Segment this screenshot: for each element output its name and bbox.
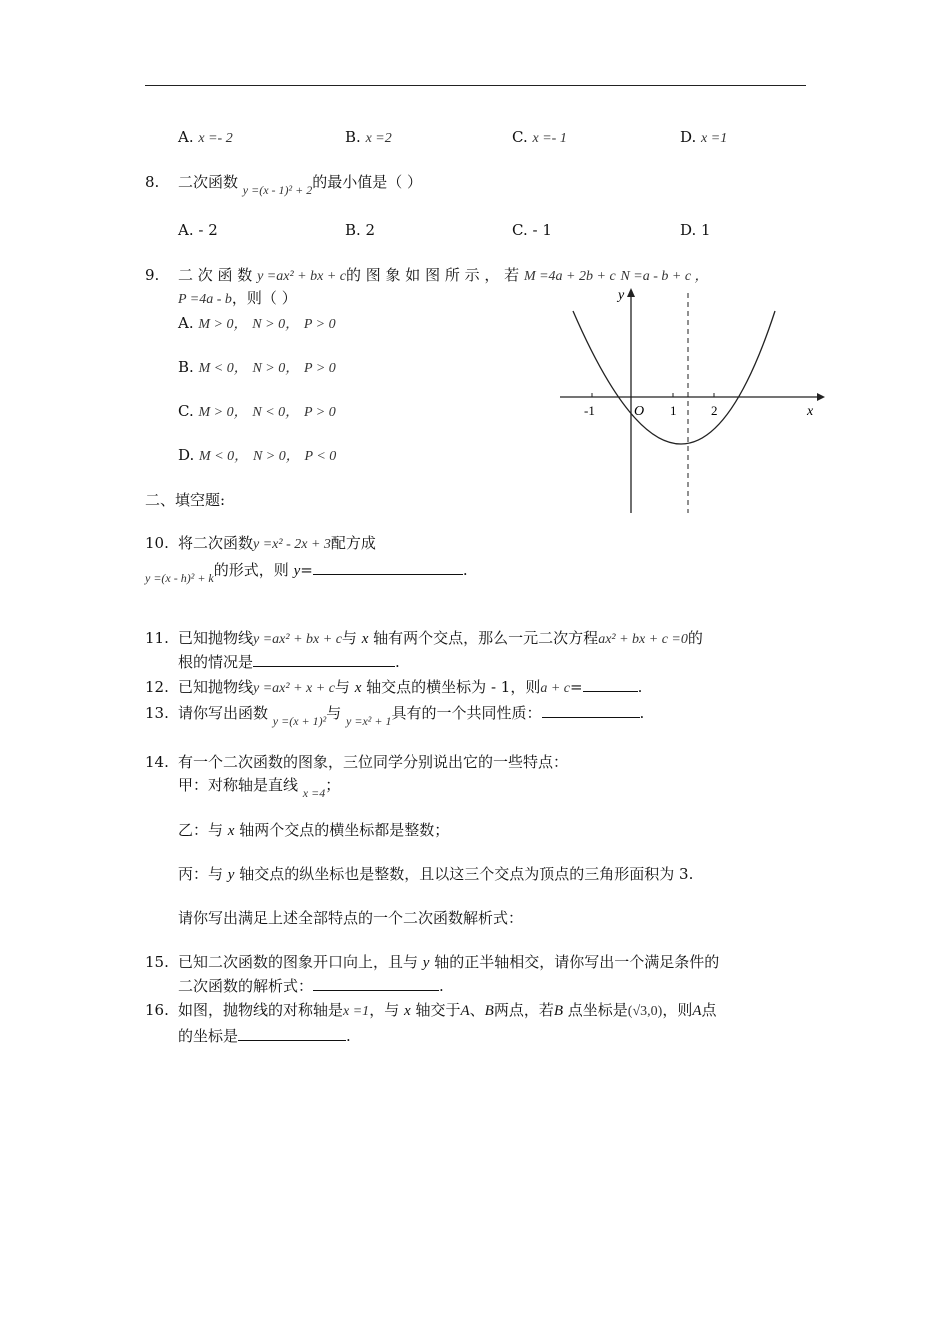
q7-option-b: B. x =2 [345, 128, 392, 146]
q8-option-d: D. 1 [680, 221, 711, 239]
section-title-fill-in: 二、填空题: [145, 491, 226, 509]
q15-answer-blank[interactable] [313, 976, 439, 991]
y-axis-label: y [618, 288, 625, 303]
q9-stem-line1: 9. 二 次 函 数 y =ax² + bx + c的 图 象 如 图 所 示 ， 若 M =4a + 2b + c N =a - b + c ， [145, 266, 709, 284]
q16-stem-line1: 16. 如图，抛物线的对称轴是x =1，与 x 轴交于A、B两点，若B 点坐标是(√3,0)，则A点 [145, 1001, 717, 1019]
q7-option-c: C. x =- 1 [512, 128, 567, 146]
q9-option-d: D. M < 0， N > 0， P < 0 [178, 446, 337, 464]
q16-stem-line2: 的坐标是 . [178, 1027, 351, 1045]
y-axis-arrow [627, 288, 635, 297]
q7-option-a: A. x =- 2 [178, 128, 233, 146]
q10-stem-line1: 10. 将二次函数y =x² - 2x + 3配方成 [145, 534, 376, 552]
tick-label-minus1: -1 [584, 403, 595, 418]
q11-answer-blank[interactable] [253, 652, 395, 667]
q11-stem-line2: 根的情况是 . [178, 653, 400, 671]
q7-option-d: D. x =1 [680, 128, 728, 146]
origin-label: O [634, 404, 645, 419]
q10-answer-blank[interactable] [313, 560, 463, 575]
q14-jia: 甲：对称轴是直线 $_{x =4}$； [178, 776, 341, 800]
tick-label-1: 1 [670, 403, 677, 418]
header-rule [145, 85, 806, 86]
q11-stem-line1: 11. 已知抛物线y =ax² + bx + c与 x 轴有两个交点，那么一元二次方程ax² + bx + c =0的 [145, 629, 703, 647]
q8-option-c: C. - 1 [512, 221, 552, 239]
q8-stem: 8. 二次函数 $_{y =(x - 1)^2 + 2}$的最小值是（ ） [145, 173, 423, 197]
q8-option-a: A. - 2 [178, 221, 218, 239]
x-axis-arrow [817, 393, 825, 401]
tick-label-2: 2 [711, 403, 718, 418]
q14-ask: 请你写出满足上述全部特点的一个二次函数解析式： [178, 909, 524, 927]
q13-stem: 13. 请你写出函数 $_{y =(x + 1)^2}$与 $_{y =x^2 + 1}$具有的一个共同性质： . [145, 704, 645, 728]
q14-stem: 14. 有一个二次函数的图象，三位同学分别说出它的一些特点： [145, 753, 569, 771]
q9-stem-line2: P =4a - b，则（ ） [178, 289, 297, 307]
q9-option-a: A. M > 0， N > 0， P > 0 [178, 314, 336, 332]
q10-stem-line2: $_{y =(x - h)^2 + k}$的形式，则 y= . [145, 561, 468, 585]
q12-answer-blank[interactable] [583, 677, 638, 692]
q9-parabola-graph [555, 285, 825, 520]
x-axis-label: x [807, 404, 814, 419]
q14-bing: 丙：与 y 轴交点的纵坐标也是整数，且以这三个交点为顶点的三角形面积为 3. [178, 865, 694, 883]
q9-option-b: B. M < 0， N > 0， P > 0 [178, 358, 336, 376]
q15-stem-line2: 二次函数的解析式： . [178, 977, 444, 995]
q8-option-b: B. 2 [345, 221, 376, 239]
q12-stem: 12. 已知抛物线y =ax² + x + c与 x 轴交点的横坐标为 - 1，则a + c= . [145, 678, 643, 696]
q13-answer-blank[interactable] [542, 703, 640, 718]
q14-yi: 乙：与 x 轴两个交点的横坐标都是整数； [178, 821, 450, 839]
q9-option-c: C. M > 0， N < 0， P > 0 [178, 402, 336, 420]
q15-stem-line1: 15. 已知二次函数的图象开口向上，且与 y 轴的正半轴相交，请你写出一个满足条件的 [145, 953, 720, 971]
q16-answer-blank[interactable] [238, 1026, 346, 1041]
parabola-curve [573, 311, 775, 444]
